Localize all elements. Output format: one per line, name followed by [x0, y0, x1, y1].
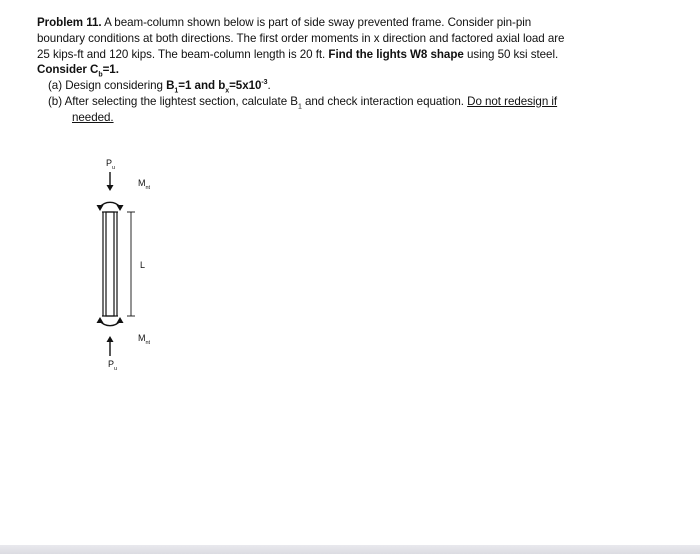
axial-load-top-label: $P_u$ — [106, 158, 116, 171]
moment-bottom-arrowhead — [97, 317, 104, 323]
problem-statement — [37, 15, 677, 126]
part-a: (a) Design considering $B_1=1$ and $b_x=5x10^{-3}$. — [48, 79, 271, 95]
moment-top-label: $M_{nt}$ — [138, 178, 151, 191]
axial-load-top-arrowhead — [107, 185, 114, 191]
moment-top-arrowhead-right — [117, 205, 124, 211]
column-web — [106, 212, 114, 316]
part-b-continued: needed. — [72, 110, 114, 124]
axial-load-bottom-arrowhead — [107, 336, 114, 342]
length-label: L — [140, 260, 146, 270]
part-a-label: (a) — [48, 79, 63, 93]
moment-bottom-arc — [100, 321, 120, 326]
moment-top-arrowhead — [97, 205, 104, 211]
part-b-label: (b) — [48, 94, 63, 108]
moment-bottom-label: $M_{nt}$ — [138, 333, 151, 346]
problem-line-2: boundary conditions at both directions. The first order moments in x direction and factored axial load are — [37, 31, 565, 45]
moment-bottom-arrowhead-right — [117, 317, 124, 323]
problem-line-1: Problem 11. A beam-column shown below is part of side sway prevented frame. Consider pin-pin — [37, 16, 532, 29]
problem-heading: Problem 11. — [37, 16, 102, 29]
problem-line-3: 25 kips-ft and 120 kips. The beam-column length is 20 ft. Find the lights W8 shape using 50 ksi steel. — [37, 47, 559, 61]
moment-top-arc — [100, 202, 120, 207]
problem-consider-cb: Consider $C_b=1$. — [37, 63, 119, 79]
beam-column-diagram — [80, 150, 200, 380]
bottom-edge-band — [0, 545, 700, 554]
part-b: (b) After selecting the lightest section, calculate $B_1$ and check interaction equation. Do not redesign if — [48, 94, 558, 111]
axial-load-bottom-label: $P_u$ — [108, 359, 118, 372]
